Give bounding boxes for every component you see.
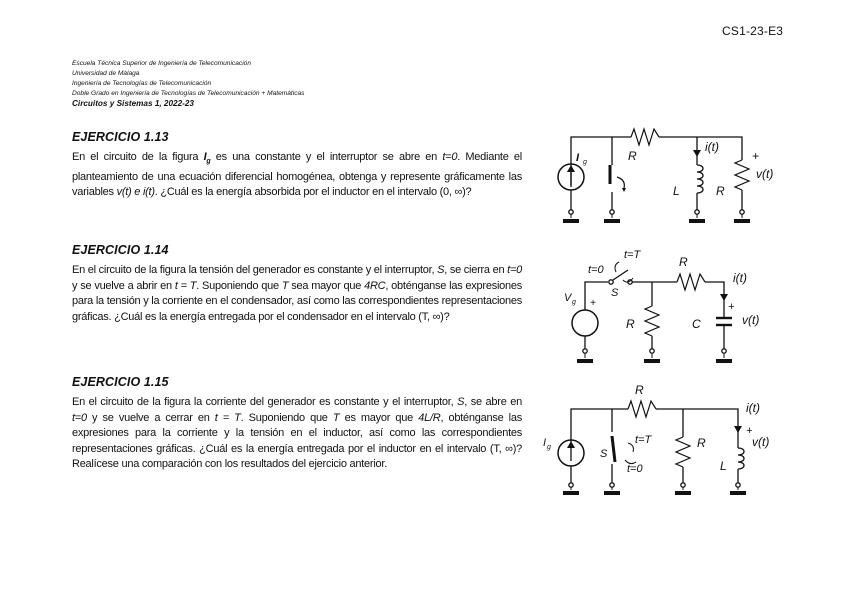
- source-subscript: g: [547, 444, 551, 451]
- resistor-label: R: [628, 149, 637, 163]
- source-label: I: [543, 437, 547, 449]
- header-degree: Ingeniería de Tecnologías de Telecomunicación: [72, 80, 212, 87]
- exercise-title: EJERCICIO 1.15: [72, 375, 169, 389]
- resistor-label: R: [626, 317, 635, 331]
- header-school: Escuela Técnica Superior de Ingeniería de Telecomunicación: [72, 60, 251, 67]
- voltage-label: v(t): [742, 313, 760, 327]
- exercise-statement: En el circuito de la figura $I_g$ es una constante y el interruptor se abre en t=0. Mediante el planteamiento de una ecuación diferencial homogénea, obtenga y represente gráficamente las variables v(t) e i(t). ¿Cuál es la energía absorbida por el inductor en el intervalo (0, ∞)?: [72, 151, 522, 199]
- plus-sign: +: [746, 425, 753, 437]
- voltage-label: v(t): [756, 167, 774, 181]
- header-course: Circuitos y Sistemas 1, 2022-23: [72, 99, 194, 108]
- inductor-label: L: [720, 459, 727, 473]
- current-label: i(t): [733, 271, 747, 285]
- exercise-title: EJERCICIO 1.14: [72, 243, 169, 257]
- source-subscript: g: [572, 299, 576, 306]
- current-label: i(t): [705, 140, 719, 154]
- voltage-label: v(t): [752, 435, 770, 449]
- inductor-label: L: [673, 184, 680, 198]
- plus-sign: +: [590, 298, 596, 309]
- plus-sign: +: [728, 301, 735, 313]
- switch-open-time: t=T: [624, 249, 641, 261]
- source-label: I: [576, 152, 580, 164]
- source-subscript: g: [583, 159, 587, 166]
- document-code: CS1-23-E3: [722, 24, 784, 38]
- switch-close-time: t=0: [588, 264, 604, 276]
- source-label: V: [564, 292, 572, 304]
- switch-label: S: [611, 287, 619, 299]
- resistor-label: R: [679, 255, 688, 269]
- current-label: i(t): [746, 401, 760, 415]
- resistor-label: R: [635, 383, 644, 397]
- plus-sign: +: [752, 149, 760, 163]
- header-university: Universidad de Málaga: [72, 70, 140, 77]
- header-double-degree: Doble Grado en Ingeniería de Tecnologías de Telecomunicación + Matemáticas: [72, 90, 305, 97]
- exercise-statement: En el circuito de la figura la corriente del generador es constante y el interruptor, S, se abre en t=0 y se vuelve a cerrar en t = T. Suponiendo que T es mayor que 4L/R, obténganse las expresiones para la corriente y la tensión en el inductor, así como las correspondientes representaciones gráficas. ¿Cuál es la energía entregada por el inductor en el intervalo (T, ∞)? Realícese una comparación con los resultados del ejercicio anterior.: [72, 396, 523, 471]
- resistor-label: R: [697, 436, 706, 450]
- capacitor-label: C: [692, 317, 701, 331]
- resistor-label: R: [716, 184, 725, 198]
- switch-close-time: t=T: [635, 434, 652, 446]
- exercise-statement: En el circuito de la figura la tensión del generador es constante y el interruptor, S, se cierra en t=0 y se vuelve a abrir en t = T. Suponiendo que T sea mayor que 4RC, obténganse las expresiones para la tensión y la corriente en el condensador, así como las correspondientes representaciones gráficas. ¿Cuál es la energía entregada por el condensador en el intervalo (T, ∞)?: [72, 264, 523, 323]
- switch-label: S: [600, 448, 608, 460]
- switch-open-time: t=0: [627, 463, 643, 475]
- exercise-title: EJERCICIO 1.13: [72, 130, 169, 144]
